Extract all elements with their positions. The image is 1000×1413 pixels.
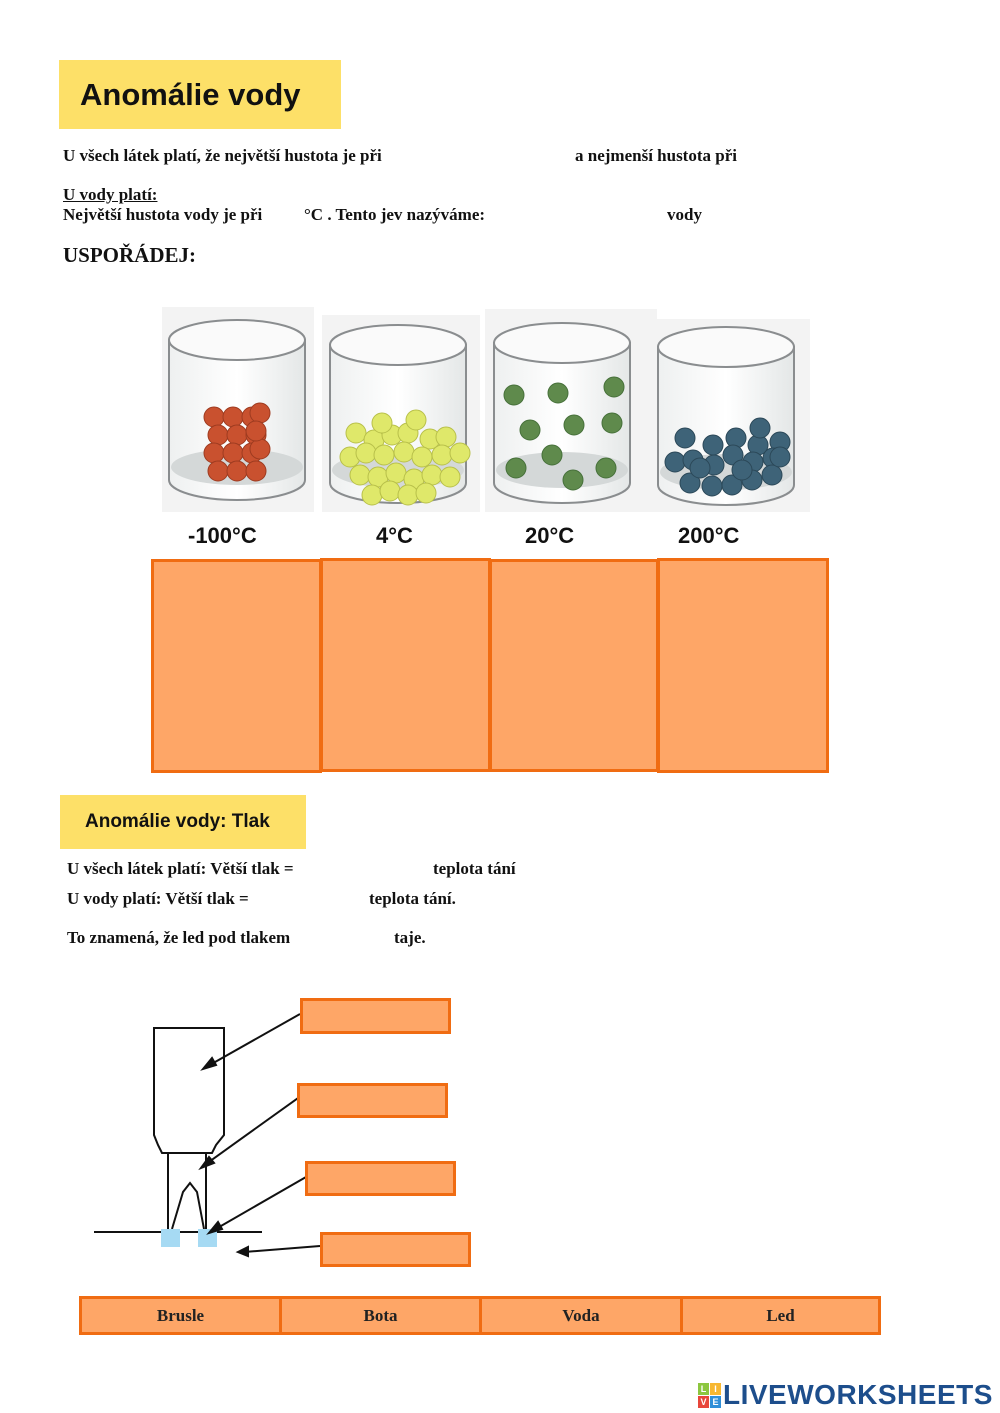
jars-illustration	[160, 305, 820, 515]
particle	[208, 425, 228, 445]
section2-line2-b: teplota tání.	[369, 889, 456, 908]
temp-label-4: 200°C	[678, 523, 740, 548]
drop-zone-4[interactable]	[657, 558, 829, 773]
particle	[564, 415, 584, 435]
label-drop-4[interactable]	[320, 1232, 471, 1267]
section2-title	[60, 795, 306, 849]
particle	[406, 410, 426, 430]
blank-temperature[interactable]	[282, 203, 302, 225]
blank-phenomenon[interactable]	[508, 203, 658, 225]
particle	[204, 407, 224, 427]
arrow-3	[214, 1177, 306, 1230]
word-led[interactable]: Led	[766, 1305, 795, 1325]
particle	[596, 458, 616, 478]
label-drop-1[interactable]	[300, 998, 451, 1034]
jar-4	[655, 319, 810, 512]
blank-water-pressure[interactable]	[270, 887, 365, 909]
particle	[374, 445, 394, 465]
drop-zone-2[interactable]	[320, 558, 491, 772]
liveworksheets-logo[interactable]	[698, 1379, 993, 1411]
particle	[246, 461, 266, 481]
particle	[506, 458, 526, 478]
particle	[732, 460, 752, 480]
section2-line2-a: U vody platí: Větší tlak =	[67, 889, 249, 908]
logo-text: LIVEWORKSHEETS	[723, 1379, 993, 1410]
word-voda[interactable]: Voda	[482, 1299, 683, 1332]
temp-label-3: 20°C	[525, 523, 575, 548]
section2-title-text: Anomálie vody: Tlak	[85, 811, 270, 832]
particle	[604, 377, 624, 397]
logo-badge-i: I	[710, 1383, 721, 1395]
ice-contact-left	[161, 1229, 180, 1247]
particle	[665, 452, 685, 472]
arrow-4	[244, 1246, 320, 1252]
particle	[416, 483, 436, 503]
particle	[250, 439, 270, 459]
arrow-2	[206, 1098, 298, 1164]
water-heading: U vody platí:	[63, 185, 158, 204]
section2-line3-a: To znamená, že led pod tlakem	[67, 928, 291, 947]
word-bota[interactable]: Bota	[282, 1299, 482, 1332]
particle	[440, 467, 460, 487]
particle	[548, 383, 568, 403]
particle	[350, 465, 370, 485]
intro-line2-c: vody	[667, 205, 702, 224]
particle	[223, 443, 243, 463]
particle	[436, 427, 456, 447]
intro-line2-a: Největší hustota vody je při	[63, 205, 263, 224]
temp-label-1: -100°C	[188, 523, 257, 548]
particle	[675, 428, 695, 448]
label-drop-3[interactable]	[305, 1161, 456, 1196]
logo-badge-e: E	[710, 1396, 721, 1408]
particle	[227, 425, 247, 445]
page-title-text: Anomálie vody	[80, 76, 301, 112]
temp-label-2: 4°C	[376, 523, 413, 548]
particle	[227, 461, 247, 481]
jar-3	[485, 309, 657, 512]
particle	[770, 447, 790, 467]
drop-zone-1[interactable]	[151, 559, 322, 773]
particle	[690, 458, 710, 478]
particle	[398, 485, 418, 505]
arrange-heading: USPOŘÁDEJ:	[63, 243, 197, 267]
page-title	[59, 60, 341, 129]
blank-all-substances[interactable]	[318, 857, 428, 879]
boot-outline	[154, 1028, 224, 1153]
particle	[346, 423, 366, 443]
blade-holder	[168, 1153, 206, 1229]
particle	[422, 465, 442, 485]
blade-arch	[172, 1183, 204, 1229]
particle	[762, 465, 782, 485]
logo-badge-l: L	[698, 1383, 709, 1395]
particle	[542, 445, 562, 465]
jar-2	[322, 315, 480, 512]
particle	[563, 470, 583, 490]
particle	[204, 443, 224, 463]
particle	[223, 407, 243, 427]
particle	[450, 443, 470, 463]
particle	[412, 447, 432, 467]
particle	[432, 445, 452, 465]
particle	[362, 485, 382, 505]
particle	[386, 463, 406, 483]
intro-line1-a: U všech látek platí, že největší hustota je při	[63, 146, 382, 165]
particle	[520, 420, 540, 440]
word-bank	[79, 1296, 881, 1335]
particle	[246, 421, 266, 441]
blank-ice-pressure[interactable]	[314, 926, 390, 948]
particle	[702, 476, 722, 496]
label-drop-2[interactable]	[297, 1083, 448, 1118]
intro-line2-b: °C . Tento jev nazýváme:	[304, 205, 486, 224]
logo-badge-v: V	[698, 1396, 709, 1408]
section2-line1-b: teplota tání	[433, 859, 516, 878]
jar-1	[162, 307, 314, 512]
particle	[504, 385, 524, 405]
particle	[602, 413, 622, 433]
blank-min-density[interactable]	[757, 144, 907, 166]
drop-zone-3[interactable]	[489, 559, 659, 772]
intro-line1-b: a nejmenší hustota při	[575, 146, 737, 165]
particle	[208, 461, 228, 481]
particle	[750, 418, 770, 438]
particle	[703, 435, 723, 455]
particle	[356, 443, 376, 463]
particle	[372, 413, 392, 433]
arrow-1	[208, 1014, 300, 1066]
particle	[380, 481, 400, 501]
particle	[394, 442, 414, 462]
section2-line3-b: taje.	[394, 928, 426, 947]
particle	[250, 403, 270, 423]
section2-line1-a: U všech látek platí: Větší tlak =	[67, 859, 294, 878]
word-brusle[interactable]: Brusle	[82, 1299, 282, 1332]
blank-max-density[interactable]	[415, 144, 565, 166]
logo-badge	[698, 1383, 721, 1408]
